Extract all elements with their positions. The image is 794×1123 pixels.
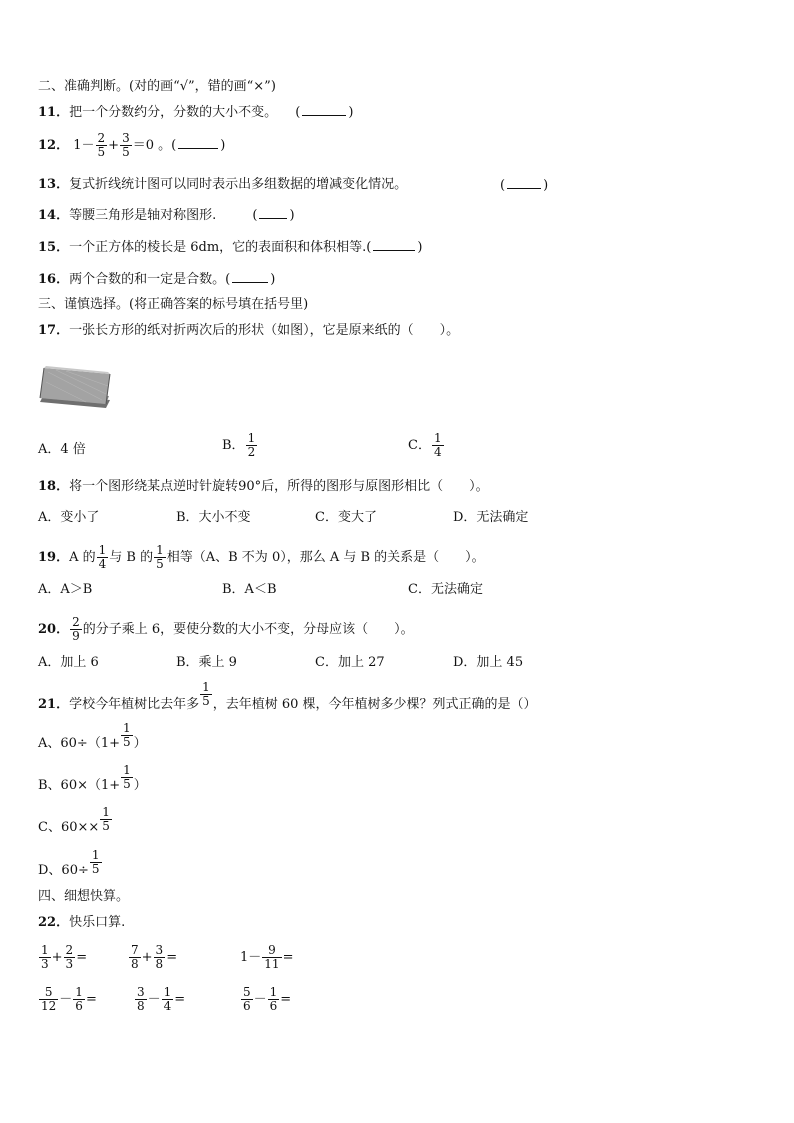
question-text: 学校今年植树比去年多 — [69, 697, 200, 712]
fraction: $\frac{1}{5}$ — [156, 543, 164, 571]
question-19 — [38, 544, 485, 571]
question-number: 13． — [38, 177, 70, 192]
answer-blank[interactable] — [259, 206, 287, 219]
option-19-b[interactable]: B．A＜B — [222, 582, 277, 597]
answer-blank[interactable] — [507, 176, 541, 189]
answer-paren-open: ( — [295, 105, 301, 120]
question-text: 两个合数的和一定是合数。 — [69, 272, 226, 287]
question-text: 将一个图形绕某点逆时针旋转90°后，所得的图形与原图形相比（ ）。 — [69, 479, 489, 494]
fraction: $\frac{9}{11}$ — [264, 943, 280, 971]
fraction: $\frac{5}{6}$ — [243, 985, 251, 1013]
answer-paren-close: ) — [543, 178, 549, 193]
question-18 — [38, 478, 489, 496]
answer-paren-open: ( — [366, 240, 372, 255]
section-title-choice: 三、谨慎选择。(将正确答案的标号填在括号里) — [38, 297, 309, 312]
question-12 — [38, 132, 225, 159]
option-text: B、60×（1+ — [38, 778, 121, 793]
operator: － — [59, 992, 73, 1007]
fraction: $\frac{1}{5}$ — [123, 721, 131, 749]
folded-paper-image — [36, 362, 112, 410]
answer-paren-13 — [500, 176, 548, 195]
oral-calc-6 — [240, 986, 291, 1013]
question-number: 11． — [38, 105, 70, 120]
question-17 — [38, 322, 459, 340]
question-21 — [38, 680, 537, 718]
question-text: A 的 — [69, 550, 96, 565]
question-number: 20． — [38, 622, 70, 637]
question-text: 等腰三角形是轴对称图形. — [69, 208, 217, 223]
answer-blank[interactable] — [178, 136, 218, 149]
option-20-a[interactable]: A．加上 6 — [38, 655, 99, 670]
answer-paren-close: ) — [348, 105, 354, 120]
answer-blank[interactable] — [302, 103, 346, 116]
question-22 — [38, 914, 125, 932]
option-20-d[interactable]: D．加上 45 — [453, 655, 524, 670]
option-text: ） — [133, 736, 147, 751]
option-17-c[interactable] — [408, 432, 445, 459]
fraction: $\frac{1}{3}$ — [41, 943, 49, 971]
question-16 — [38, 270, 275, 289]
option-18-b[interactable]: B．大小不变 — [176, 510, 251, 525]
fraction: $\frac{2}{9}$ — [72, 615, 80, 643]
question-number: 22． — [38, 915, 70, 930]
option-18-c[interactable]: C．变大了 — [315, 510, 377, 525]
fraction: $\frac{1}{5}$ — [91, 848, 100, 876]
answer-paren-open: ( — [500, 178, 506, 193]
fraction: $\frac{1}{6}$ — [75, 985, 83, 1013]
option-19-a[interactable]: A．A＞B — [38, 582, 93, 597]
equals-sign: = — [174, 992, 186, 1007]
fraction: $\frac{1}{5}$ — [202, 680, 210, 708]
expression-suffix: ＝0 。 — [132, 138, 172, 153]
answer-blank[interactable] — [232, 270, 268, 283]
answer-paren-close: ) — [417, 240, 423, 255]
question-15 — [38, 238, 422, 257]
operator: － — [253, 992, 267, 1007]
fraction: $\frac{1}{4}$ — [163, 985, 172, 1013]
fraction: $\frac{1}{4}$ — [98, 543, 107, 571]
question-text: 一个正方体的棱长是 6dm，它的表面积和体积相等. — [69, 240, 367, 255]
question-number: 16． — [38, 272, 70, 287]
expression-prefix: 1－ — [240, 950, 262, 965]
option-20-b[interactable]: B．乘上 9 — [176, 655, 237, 670]
question-number: 18． — [38, 479, 70, 494]
question-number: 12． — [38, 138, 70, 153]
question-text: 一张长方形的纸对折两次后的形状（如图），它是原来纸的（ ）。 — [69, 323, 460, 338]
section-title-calculation: 四、细想快算。 — [38, 889, 130, 904]
question-14 — [38, 206, 295, 225]
fraction: $\frac{7}{8}$ — [131, 943, 139, 971]
question-text: 把一个分数约分，分数的大小不变。 — [69, 105, 278, 120]
option-19-c[interactable]: C．无法确定 — [408, 582, 483, 597]
option-20-c[interactable]: C．加上 27 — [315, 655, 385, 670]
question-20 — [38, 616, 414, 643]
option-18-d[interactable]: D．无法确定 — [453, 510, 529, 525]
option-17-a[interactable]: A．4 倍 — [38, 442, 86, 457]
fraction: $\frac{1}{2}$ — [247, 431, 256, 459]
expression-prefix: 1－ — [73, 138, 95, 153]
plus-sign: + — [108, 138, 120, 153]
fraction: $\frac{1}{6}$ — [269, 985, 278, 1013]
question-text: 快乐口算. — [69, 915, 126, 930]
oral-calc-3 — [240, 944, 293, 971]
answer-paren-open: ( — [225, 272, 231, 287]
question-number: 19． — [38, 550, 70, 565]
option-21-b[interactable] — [38, 763, 147, 799]
operator: + — [141, 950, 153, 965]
question-text: ，去年植树 60 棵，今年植树多少棵？列式正确的是（） — [212, 697, 537, 712]
question-text: 的分子乘上 6，要使分数的大小不变，分母应该（ ）。 — [82, 622, 414, 637]
section-title-judgement: 二、准确判断。(对的画“√”，错的画“×”) — [38, 79, 276, 94]
fraction: $\frac{2}{3}$ — [65, 943, 74, 971]
option-21-d[interactable] — [38, 848, 103, 884]
option-21-a[interactable] — [38, 721, 147, 757]
oral-calc-2 — [128, 944, 177, 971]
answer-paren-close: ) — [270, 272, 276, 287]
answer-paren-close: ) — [220, 138, 226, 153]
equals-sign: = — [166, 950, 178, 965]
option-label: B． — [222, 438, 245, 453]
operator: + — [51, 950, 63, 965]
option-17-b[interactable] — [222, 432, 258, 459]
question-text: 与 B 的 — [109, 550, 154, 565]
option-text: ） — [133, 778, 147, 793]
equals-sign: = — [85, 992, 97, 1007]
option-text: D、60÷ — [38, 863, 89, 878]
equals-sign: = — [76, 950, 88, 965]
answer-paren-open: ( — [171, 138, 177, 153]
answer-blank[interactable] — [373, 238, 415, 251]
fraction: $\frac{3}{8}$ — [137, 985, 145, 1013]
question-number: 14． — [38, 208, 70, 223]
fraction: $\frac{1}{5}$ — [102, 805, 110, 833]
oral-calc-1 — [38, 944, 87, 971]
question-number: 15． — [38, 240, 70, 255]
option-text: A、60÷（1+ — [38, 736, 120, 751]
fraction: $\frac{5}{12}$ — [41, 985, 57, 1013]
question-text: 相等（A、B 不为 0），那么 A 与 B 的关系是（ ）。 — [166, 550, 485, 565]
option-text: C、60×× — [38, 820, 100, 835]
oral-calc-5 — [134, 986, 185, 1013]
equals-sign: = — [280, 992, 292, 1007]
question-number: 17． — [38, 323, 70, 338]
fraction: $\frac{3}{5}$ — [122, 131, 130, 159]
question-11 — [38, 103, 353, 122]
fraction: $\frac{3}{8}$ — [155, 943, 164, 971]
question-number: 21． — [38, 697, 70, 712]
option-label: C． — [408, 438, 431, 453]
fraction: $\frac{2}{5}$ — [97, 131, 106, 159]
option-21-c[interactable] — [38, 805, 113, 841]
question-13 — [38, 176, 407, 194]
question-text: 复式折线统计图可以同时表示出多组数据的增减变化情况。 — [69, 177, 408, 192]
equals-sign: = — [282, 950, 294, 965]
operator: － — [147, 992, 161, 1007]
option-18-a[interactable]: A．变小了 — [38, 510, 100, 525]
answer-paren-open: ( — [252, 208, 258, 223]
fraction: $\frac{1}{4}$ — [433, 431, 442, 459]
fraction: $\frac{1}{5}$ — [123, 763, 131, 791]
oral-calc-4 — [38, 986, 97, 1013]
answer-paren-close: ) — [289, 208, 295, 223]
